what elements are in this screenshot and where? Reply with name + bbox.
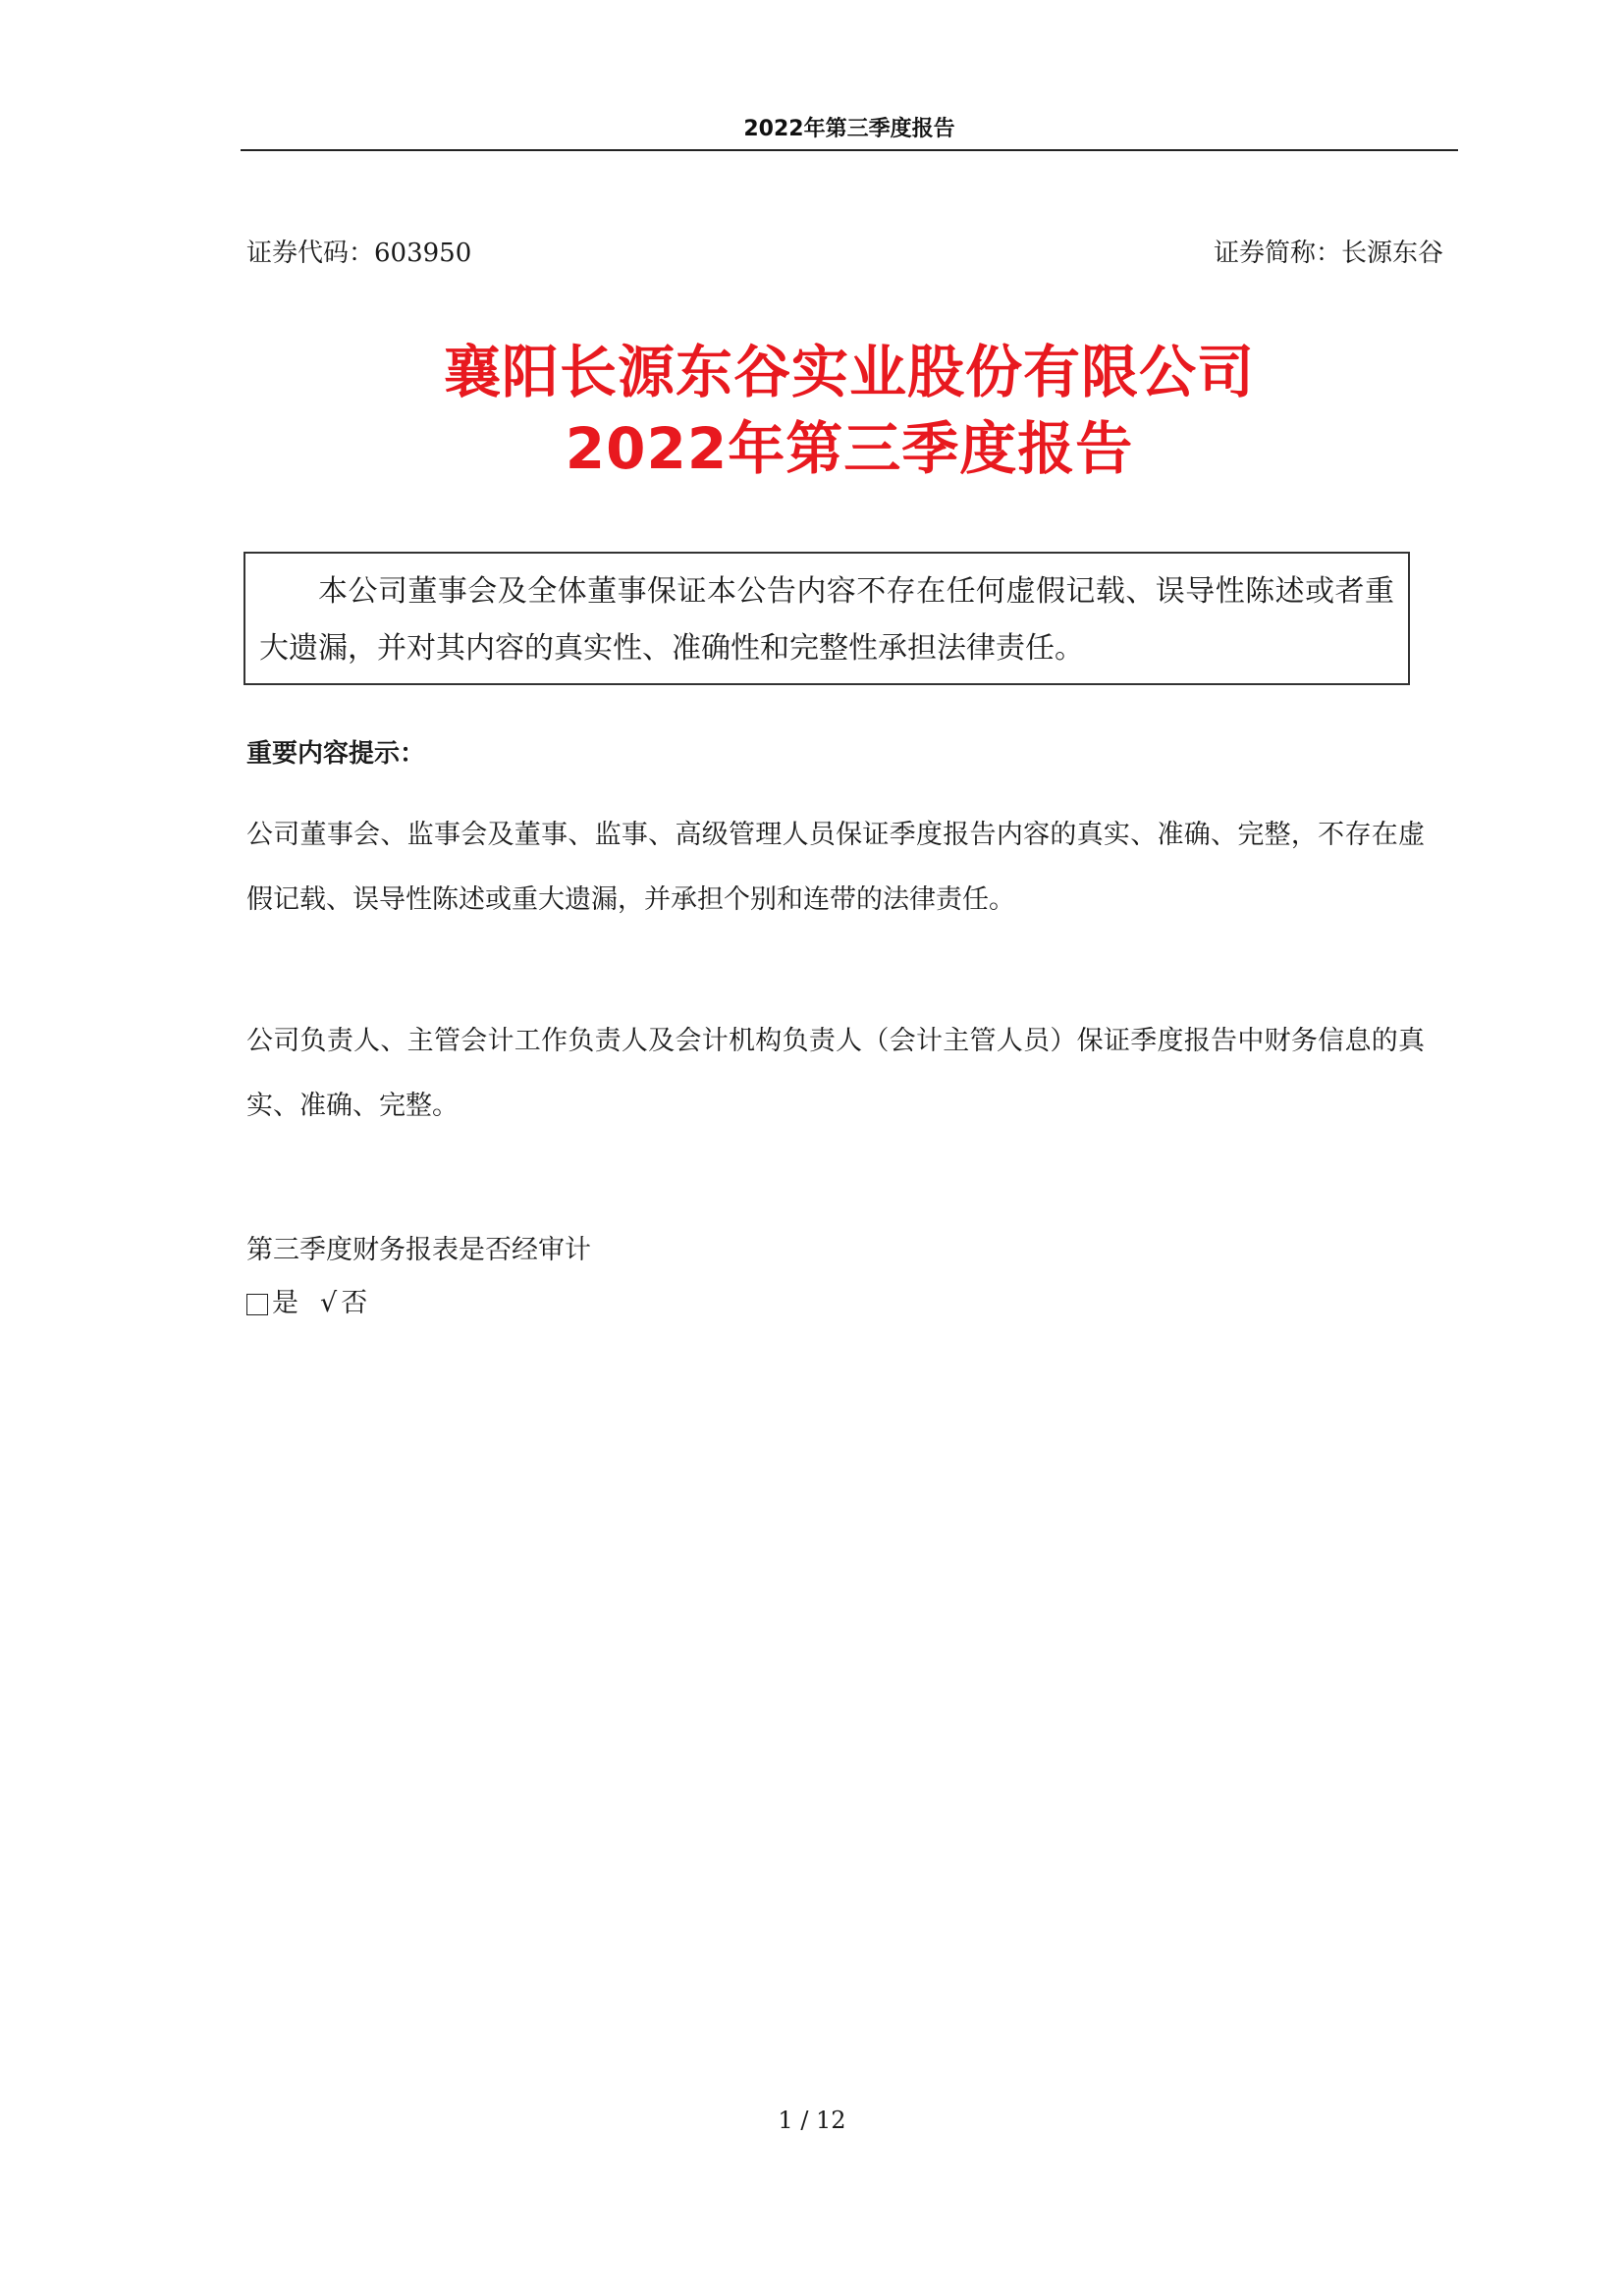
- board-declaration-box: 本公司董事会及全体董事保证本公告内容不存在任何虚假记载、误导性陈述或者重大遗漏，并对其内容的真实性、准确性和完整性承担法律责任。: [244, 552, 1410, 685]
- report-name: 2022年第三季度报告: [565, 415, 1134, 482]
- page-number: 1 / 12: [778, 2107, 846, 2134]
- audit-option-no: 否: [341, 1288, 368, 1318]
- audit-options: [246, 1284, 367, 1323]
- company-name: 襄阳长源东谷实业股份有限公司: [443, 339, 1255, 405]
- checkbox-empty-icon: [246, 1294, 268, 1315]
- important-notes-heading: 重要内容提示：: [246, 739, 426, 769]
- running-header: 2022年第三季度报告: [743, 117, 955, 141]
- important-paragraph-1: 公司董事会、监事会及董事、监事、高级管理人员保证季度报告内容的真实、准确、完整，不存在虚假记载、误导性陈述或重大遗漏，并承担个别和连带的法律责任。: [246, 820, 1425, 915]
- audit-option-yes: 是: [272, 1288, 298, 1318]
- securities-code: 证券代码：603950: [246, 238, 472, 268]
- header-divider: [241, 149, 1458, 151]
- important-paragraph-2: 公司负责人、主管会计工作负责人及会计机构负责人（会计主管人员）保证季度报告中财务信息的真实、准确、完整。: [246, 1026, 1425, 1121]
- securities-info-row: [246, 231, 1443, 270]
- report-title: [241, 334, 1458, 487]
- check-mark-icon: √: [320, 1288, 338, 1318]
- securities-short-name: 证券简称：长源东谷: [1213, 238, 1443, 268]
- audit-question: 第三季度财务报表是否经审计: [246, 1235, 591, 1265]
